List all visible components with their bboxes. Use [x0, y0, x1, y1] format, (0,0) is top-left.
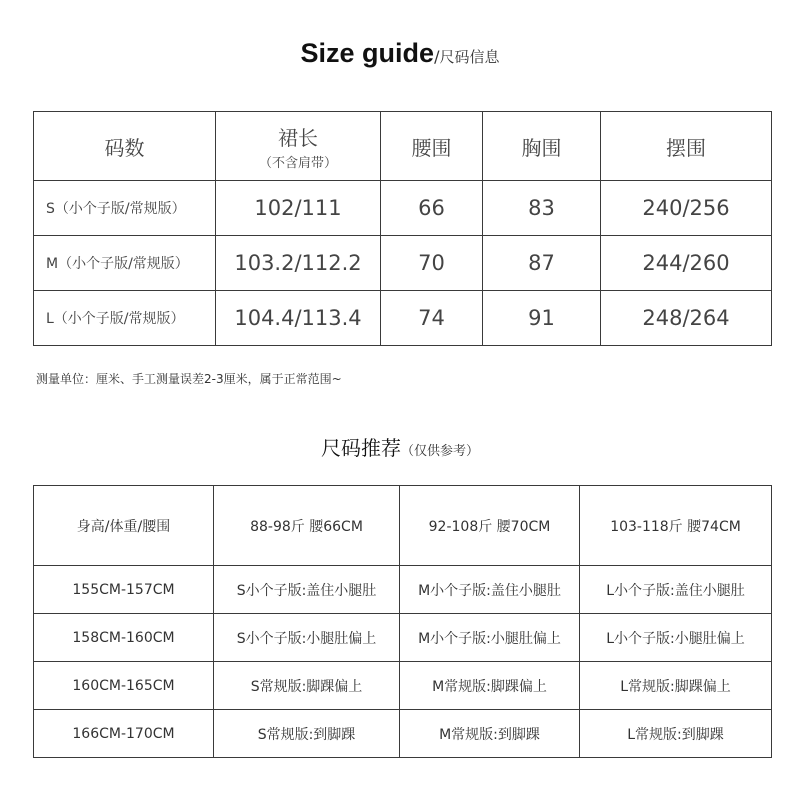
size-header-length-label: 裙长 [278, 125, 318, 150]
recommend-cell: L小个子版:小腿肚偏上 [580, 614, 772, 662]
height-cell: 166CM-170CM [34, 710, 214, 758]
recommend-cell: L常规版:到脚踝 [580, 710, 772, 758]
size-header-length [216, 112, 381, 181]
recommend-title [0, 432, 800, 461]
recommend-cell: M小个子版:小腿肚偏上 [400, 614, 580, 662]
waist-cell: 74 [381, 291, 483, 346]
recommend-title-main: 尺码推荐 [320, 436, 401, 460]
size-cell: M（小个子版/常规版） [34, 236, 216, 291]
recommend-cell: M常规版:到脚踝 [400, 710, 580, 758]
page-title-sub: 尺码信息 [439, 48, 500, 66]
recommend-title-sub: （仅供参考） [400, 444, 479, 459]
size-header-size: 码数 [34, 112, 216, 181]
hem-cell: 240/256 [601, 181, 772, 236]
table-row [34, 181, 772, 236]
recommend-cell: M常规版:脚踝偏上 [400, 662, 580, 710]
recommend-cell: M小个子版:盖住小腿肚 [400, 566, 580, 614]
page-title [0, 38, 800, 69]
recommend-cell: S小个子版:小腿肚偏上 [214, 614, 400, 662]
table-row [34, 614, 772, 662]
length-cell: 102/111 [216, 181, 381, 236]
size-table-header-row [34, 112, 772, 181]
table-row [34, 236, 772, 291]
page-title-main: Size guide [300, 38, 435, 68]
recommend-header-l: 103-118斤 腰74CM [580, 486, 772, 566]
size-header-chest: 胸围 [483, 112, 601, 181]
length-cell: 104.4/113.4 [216, 291, 381, 346]
recommend-cell: S常规版:脚踝偏上 [214, 662, 400, 710]
hem-cell: 248/264 [601, 291, 772, 346]
size-cell: L（小个子版/常规版） [34, 291, 216, 346]
recommend-cell: L常规版:脚踝偏上 [580, 662, 772, 710]
chest-cell: 91 [483, 291, 601, 346]
recommend-cell: S小个子版:盖住小腿肚 [214, 566, 400, 614]
hem-cell: 244/260 [601, 236, 772, 291]
size-table [33, 111, 772, 346]
height-cell: 155CM-157CM [34, 566, 214, 614]
length-cell: 103.2/112.2 [216, 236, 381, 291]
recommend-header-s: 88-98斤 腰66CM [214, 486, 400, 566]
table-row [34, 566, 772, 614]
height-cell: 158CM-160CM [34, 614, 214, 662]
waist-cell: 70 [381, 236, 483, 291]
table-row [34, 662, 772, 710]
waist-cell: 66 [381, 181, 483, 236]
recommend-table [33, 485, 772, 758]
page-title-separator: / [434, 47, 440, 66]
size-cell: S（小个子版/常规版） [34, 181, 216, 236]
size-header-length-note: （不含肩带） [258, 155, 337, 171]
chest-cell: 87 [483, 236, 601, 291]
recommend-cell: L小个子版:盖住小腿肚 [580, 566, 772, 614]
recommend-header-m: 92-108斤 腰70CM [400, 486, 580, 566]
size-header-waist: 腰围 [381, 112, 483, 181]
height-cell: 160CM-165CM [34, 662, 214, 710]
recommend-table-header-row [34, 486, 772, 566]
recommend-header-body: 身高/体重/腰围 [34, 486, 214, 566]
size-header-hem: 摆围 [601, 112, 772, 181]
measurement-note: 测量单位：厘米、手工测量误差2-3厘米，属于正常范围~ [36, 372, 342, 386]
recommend-cell: S常规版:到脚踝 [214, 710, 400, 758]
chest-cell: 83 [483, 181, 601, 236]
table-row [34, 291, 772, 346]
table-row [34, 710, 772, 758]
